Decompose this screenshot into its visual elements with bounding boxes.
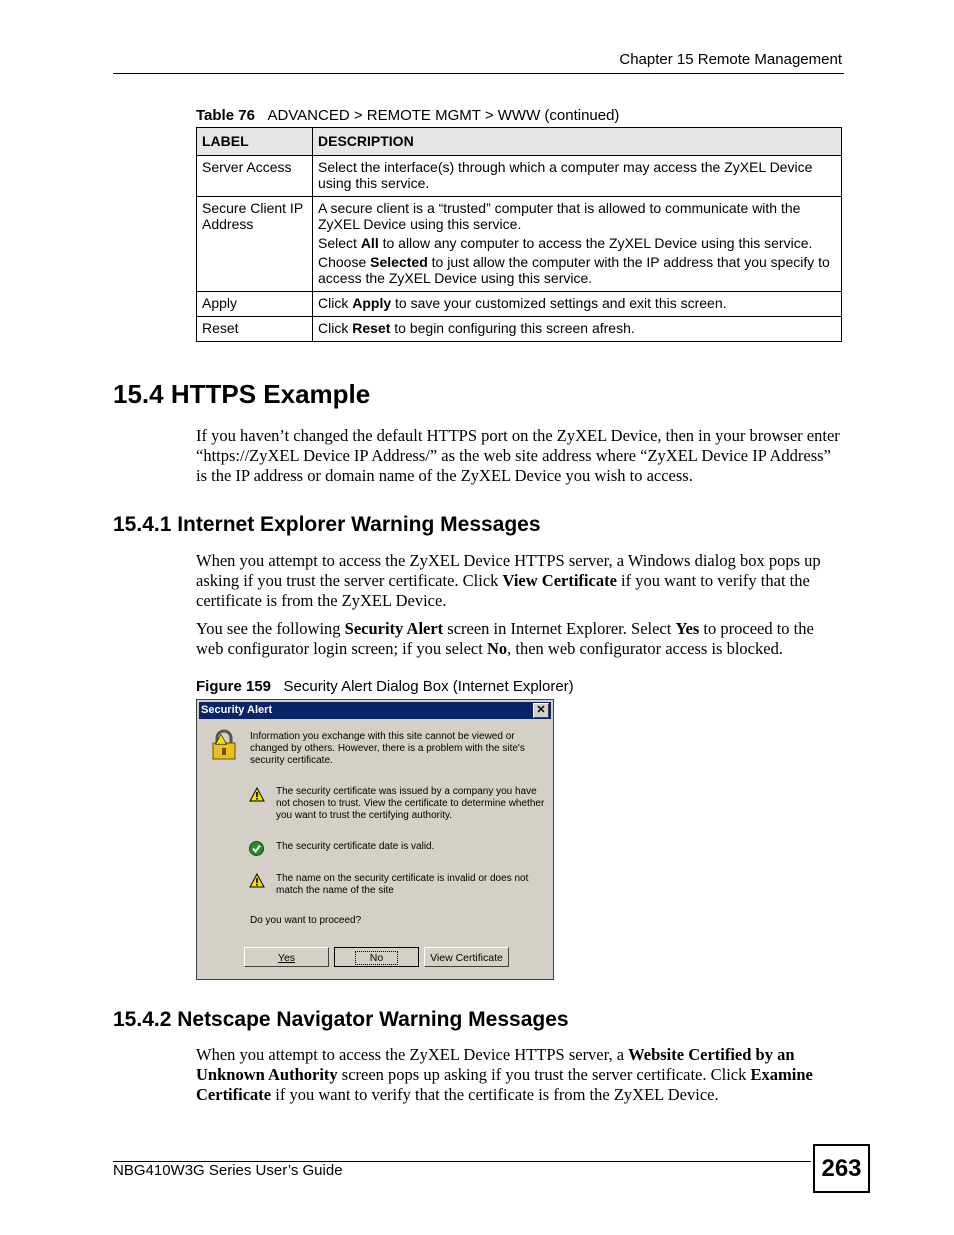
bold-term: Examine Certificate xyxy=(196,1065,813,1104)
column-header-description: DESCRIPTION xyxy=(313,128,842,156)
description-text xyxy=(318,254,836,286)
row-description xyxy=(313,292,842,317)
bold-term: Apply xyxy=(352,295,392,311)
bold-term: Security Alert xyxy=(344,619,444,638)
table-caption-number: Table 76 xyxy=(196,107,255,124)
text-run: When you attempt to access the ZyXEL Device HTTPS server, a Windows dialog box pops up asking if you trust the server certificate. Click xyxy=(196,551,821,590)
bold-term: View Certificate xyxy=(502,571,617,590)
text-run: if you want to verify that the certificate is from the ZyXEL Device. xyxy=(271,1085,719,1104)
table-caption xyxy=(196,107,619,124)
table-row xyxy=(197,197,842,292)
bold-term: Website Certified by an Unknown Authority xyxy=(196,1045,795,1084)
text-run: , then web configurator access is blocked. xyxy=(507,639,783,658)
page-number: 263 xyxy=(813,1144,870,1193)
close-button[interactable]: ✕ xyxy=(533,703,549,718)
subsection-title-ie: 15.4.1 Internet Explorer Warning Messages xyxy=(113,513,541,536)
figure-caption-text: Security Alert Dialog Box (Internet Explorer) xyxy=(283,678,574,695)
table-row xyxy=(197,156,842,197)
warning-icon xyxy=(249,787,265,802)
padlock-icon xyxy=(209,729,239,761)
security-alert-dialog xyxy=(196,699,554,980)
text-run: to begin configuring this screen afresh. xyxy=(390,320,635,336)
text-run: if you want to verify that the certificate is from the ZyXEL Device. xyxy=(196,571,810,610)
dialog-title: Security Alert xyxy=(201,704,273,716)
text-run: to just allow the computer with the IP address that you specify to access the ZyXEL Device using this service. xyxy=(318,254,830,286)
bold-term: Selected xyxy=(370,254,428,270)
chapter-header: Chapter 15 Remote Management xyxy=(619,51,842,68)
paragraph-ie-2 xyxy=(196,619,844,659)
text-run: Select xyxy=(318,235,361,251)
row-label: Reset xyxy=(197,317,313,342)
subsection-title-netscape: 15.4.2 Netscape Navigator Warning Messages xyxy=(113,1008,569,1031)
paragraph-netscape xyxy=(196,1045,844,1105)
valid-date-text: The security certificate date is valid. xyxy=(276,841,435,852)
text-run: Choose xyxy=(318,254,371,270)
text-run: Click xyxy=(318,320,353,336)
text-run: screen pops up asking if you trust the server certificate. Click xyxy=(337,1065,751,1084)
row-description xyxy=(313,156,842,197)
bold-term: No xyxy=(486,639,508,658)
column-header-label: LABEL xyxy=(197,128,313,156)
description-table xyxy=(196,127,842,342)
table-header-row xyxy=(197,128,842,156)
text-run: to proceed to the web configurator login screen; if you select xyxy=(196,619,814,658)
figure-caption-number: Figure 159 xyxy=(196,678,272,695)
text-run: You see the following xyxy=(196,619,345,638)
warning-icon xyxy=(249,873,265,888)
yes-button-label: Yes xyxy=(277,952,296,964)
warning-text-untrusted-issuer: The security certificate was issued by a company you have not chosen to trust. View the certificate to determine whether you want to trust the certifying authority. xyxy=(276,786,545,821)
table-caption-text: ADVANCED > REMOTE MGMT > WWW (continued) xyxy=(267,107,620,124)
header-rule xyxy=(113,73,844,74)
bold-term: All xyxy=(360,235,379,251)
bold-term: Yes xyxy=(675,619,700,638)
row-label: Apply xyxy=(197,292,313,317)
footer-guide-title: NBG410W3G Series User’s Guide xyxy=(113,1162,343,1179)
row-label: Secure Client IP Address xyxy=(197,197,313,292)
description-text xyxy=(318,320,836,336)
text-run: to save your customized settings and exit this screen. xyxy=(391,295,727,311)
text-run: Click xyxy=(318,295,353,311)
paragraph-ie-1 xyxy=(196,551,844,611)
dialog-titlebar xyxy=(199,702,551,719)
no-button[interactable] xyxy=(334,947,419,967)
checkmark-icon xyxy=(249,841,264,856)
yes-button[interactable] xyxy=(244,947,329,967)
text-run: screen in Internet Explorer. Select xyxy=(443,619,676,638)
description-text xyxy=(318,295,836,311)
warning-text-name-mismatch: The name on the security certificate is invalid or does not match the name of the site xyxy=(276,873,529,896)
description-text: Select the interface(s) through which a computer may access the ZyXEL Device using this service. xyxy=(318,159,813,191)
dialog-info-text: Information you exchange with this site cannot be viewed or changed by others. However, there is a problem with the site's security certificate. xyxy=(250,731,525,766)
table-row xyxy=(197,292,842,317)
view-certificate-button[interactable] xyxy=(424,947,509,967)
section-title: 15.4 HTTPS Example xyxy=(113,379,371,409)
bold-term: Reset xyxy=(352,320,391,336)
table-row xyxy=(197,317,842,342)
section-intro: If you haven’t changed the default HTTPS port on the ZyXEL Device, then in your browser enter “https://ZyXEL Device IP Address/” as the web site address where “ZyXEL Device IP Address” is the IP address or domain name of the ZyXEL Device you wish to access. xyxy=(196,426,840,485)
proceed-question: Do you want to proceed? xyxy=(250,915,362,926)
view-certificate-label: View Certificate xyxy=(430,952,503,964)
no-button-label: No xyxy=(355,951,398,965)
row-description xyxy=(313,197,842,292)
figure-caption xyxy=(196,678,574,695)
row-label: Server Access xyxy=(197,156,313,197)
description-text: A secure client is a “trusted” computer that is allowed to communicate with the ZyXEL Device using this service. xyxy=(318,200,801,232)
row-description xyxy=(313,317,842,342)
text-run: to allow any computer to access the ZyXEL Device using this service. xyxy=(378,235,813,251)
description-text xyxy=(318,235,836,251)
text-run: When you attempt to access the ZyXEL Device HTTPS server, a xyxy=(196,1045,629,1064)
